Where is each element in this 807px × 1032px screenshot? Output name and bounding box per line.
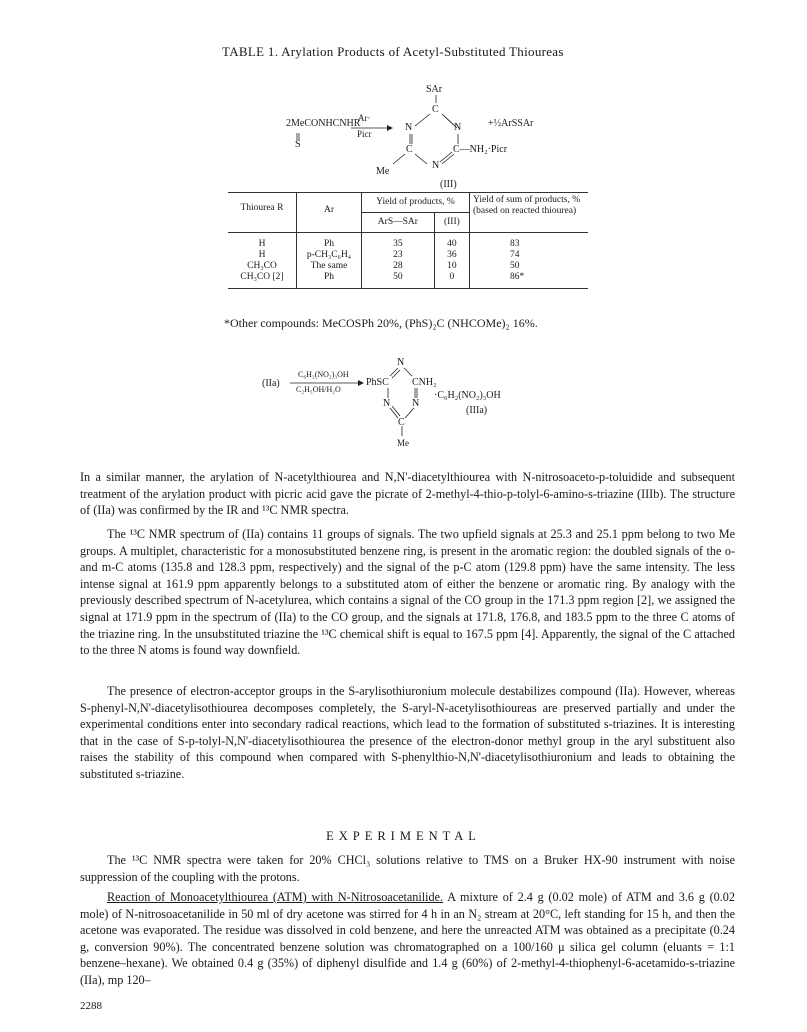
ring-carbon-left: C: [406, 144, 413, 155]
methyl-group: Me: [376, 166, 390, 177]
cell-thiourea-r: H: [228, 239, 297, 250]
compound-label-iii: (III): [440, 179, 457, 190]
cell-ar: The same: [297, 261, 362, 272]
phsc-group: PhSC: [366, 377, 389, 388]
cell-iii: 40: [434, 239, 469, 250]
cell-sum: 50: [510, 260, 520, 271]
header-yield-group: Yield of products, %: [362, 193, 470, 213]
header-thiourea: Thiourea R: [228, 193, 297, 233]
ring-nitrogen-left: N: [405, 122, 413, 133]
paragraph-text: The presence of electron-acceptor groups in the S-arylisothiuronium molecule destabilizes compound (IIa). However, whereas S-phenyl-N,N'-diacetylisothiourea decomposes completely, the S-aryl-N-acetylisothioureas are preserved partially and under the experimental conditions enter into secondary radical reactions, which lead to the formation of substituted s-triazines. It is interesting that in the case of S-p-tolyl-N,N'-diacetylisothiourea the presence of the electron-donor methyl group in the aryl substituent also raises the stability of this compound when compared with S-phenylthio-N,N'-diacetylisothiuronium and leads to obtaining the substituted s-triazine.: [80, 684, 735, 781]
ring2-nitrogen-right: N: [412, 398, 420, 409]
body-paragraph-1: [80, 469, 735, 519]
cell-sum: 74: [510, 249, 520, 260]
arrow-reagent-top: Ar·: [358, 113, 371, 123]
ring-carbon-top: C: [432, 104, 439, 115]
cell-arssar: 23: [362, 250, 435, 261]
header-arssar: ArS—SAr: [362, 213, 435, 233]
header-sum-yield: Yield of sum of products, % (based on reacted thiourea): [473, 195, 581, 216]
results-table: [228, 192, 588, 289]
arrow-reagent-bottom-2: C₂H₅OH/H₂O: [296, 385, 341, 394]
paragraph-text: In a similar manner, the arylation of N-acetylthiourea and N,N'-diacetylthiourea with N-nitrosoaceto-p-toluidide and subsequent treatment of the arylation product with picric acid gave the picrate of 2-methyl-4-thio-p-tolyl-6-amino-s-triazine (IIIb). The structure of (IIa) was confirmed by the IR and ¹³C NMR spectra.: [80, 470, 735, 518]
table-caption: TABLE 1. Arylation Products of Acetyl-Substituted Thioureas: [222, 44, 564, 59]
reaction-scheme-1: [240, 78, 620, 193]
paragraph-text: The ¹³C NMR spectrum of (IIa) contains 11 groups of signals. The two upfield signals at 25.3 and 25.1 ppm belong to two Me groups. A multiplet, characteristic for a monosubstituted benzene ring, is present in the aromatic region: the doubled signals of the o- and m-C atoms (135.8 and 128.3 ppm, respectively) and the signal of the p-C atom (129.8 ppm) have the same intensity. The less intense signal at 161.9 ppm apparently belongs to a substituted atom of either the benzene or aromatic ring. By analogy with the previously described spectrum of N-acetylurea, which contains a signal of the CO group in the 171.3 ppm region [2], we assigned the signal at 171.9 ppm in the spectrum of (IIa) to the CO group, and the signals at 171.8, 176.8, and 183.5 ppm to the three C atoms of the triazine ring. In the unsubstituted triazine the ¹³C chemical shift is equal to 167.5 ppm [4]. Apparently, the signal of the C attached to the three N atoms is found way downfield.: [80, 527, 735, 658]
cell-iii: 36: [434, 250, 469, 261]
ring-nitrogen-bottom: N: [432, 160, 440, 171]
ring2-nitrogen-top: N: [397, 357, 405, 368]
methyl-group-2: Me: [397, 438, 409, 448]
experimental-paragraph-2: [80, 889, 735, 989]
picric-acid-salt: ·C₆H₂(NO₂)₃OH: [434, 390, 501, 401]
page-number: 2288: [80, 1000, 102, 1012]
cell-sum: 83: [510, 238, 520, 249]
cell-ar: Ph: [297, 272, 362, 283]
compound-label-iiia: (IIIa): [466, 405, 488, 416]
scheme-1-bonds: [240, 78, 620, 193]
reaction-scheme-2: [262, 356, 562, 456]
procedure-title: Reaction of Monoacetylthiourea (ATM) with N-Nitrosoacetanilide.: [107, 890, 444, 904]
thio-sulfur: S: [295, 139, 301, 150]
ring2-carbon-bottom: C: [398, 417, 405, 428]
cell-iii: 0: [434, 272, 469, 283]
arrow-reagent-bottom: Picr: [357, 129, 372, 139]
ring-amino-picrate: C—NH₂·Picr: [453, 144, 508, 155]
cnh2-group: CNH₂: [412, 377, 437, 388]
cell-arssar: 35: [362, 239, 435, 250]
cell-thiourea-r: CH₃CO [2]: [228, 272, 297, 283]
cell-thiourea-r: CH₃CO: [228, 261, 297, 272]
start-compound-label: (IIa): [262, 378, 280, 389]
procedure-text: A mixture of 2.4 g (0.02 mole) of ATM and 3.6 g (0.02 mole) of N-nitrosoacetanilide in 50 ml of dry acetone was stirred for 4 h in an N₂ stream at 20°C, left standing for 15 h, and then the acetone was evaporated. The residue was dissolved in cold benzene, and here the unreacted ATM was obtained as a precipitate (0.24 g, conversion 90%). The concentrated benzene solution was chromatographed on a 100/160 μ silica gel column (eluants = 1:1 benzene–hexane). We obtained 0.4 g (35%) of diphenyl disulfide and 1.4 g (60%) of 2-methyl-4-thiophenyl-6-acetamido-s-triazine (IIa), mp 120–: [80, 890, 735, 987]
disulfide-product: +½ArSSAr: [488, 118, 534, 129]
arrow-reagent-top-2: C₆H₂(NO₂)₃OH: [298, 370, 349, 379]
cell-iii: 10: [434, 261, 469, 272]
cell-arssar: 50: [362, 272, 435, 283]
body-paragraph-3: [80, 683, 735, 783]
paragraph-text: The ¹³C NMR spectra were taken for 20% CHCl₃ solutions relative to TMS on a Bruker HX-90 instrument with noise suppression of the coupling with the protons.: [80, 853, 735, 884]
table-row: [228, 239, 588, 250]
experimental-paragraph-1: [80, 852, 735, 885]
cell-sum: 86*: [510, 271, 525, 282]
header-iii: (III): [434, 213, 469, 233]
table-footnote: *Other compounds: MeCOSPh 20%, (PhS)₂C (NHCOMe)₂ 16%.: [224, 316, 538, 330]
cell-ar: Ph: [297, 239, 362, 250]
cell-thiourea-r: H: [228, 250, 297, 261]
body-paragraph-2: [80, 526, 735, 659]
experimental-heading: EXPERIMENTAL: [326, 829, 481, 843]
sar-group: SAr: [426, 84, 443, 95]
cell-arssar: 28: [362, 261, 435, 272]
reactant-formula: 2MeCONHCNHR: [286, 118, 361, 129]
ring2-nitrogen-left: N: [383, 398, 391, 409]
table-row: [228, 272, 588, 283]
header-ar: Ar: [297, 193, 362, 233]
table-row: [228, 250, 588, 261]
cell-ar: p-CH₃C₆H₄: [297, 250, 362, 261]
table-row: [228, 261, 588, 272]
ring-nitrogen-right: N: [454, 122, 462, 133]
